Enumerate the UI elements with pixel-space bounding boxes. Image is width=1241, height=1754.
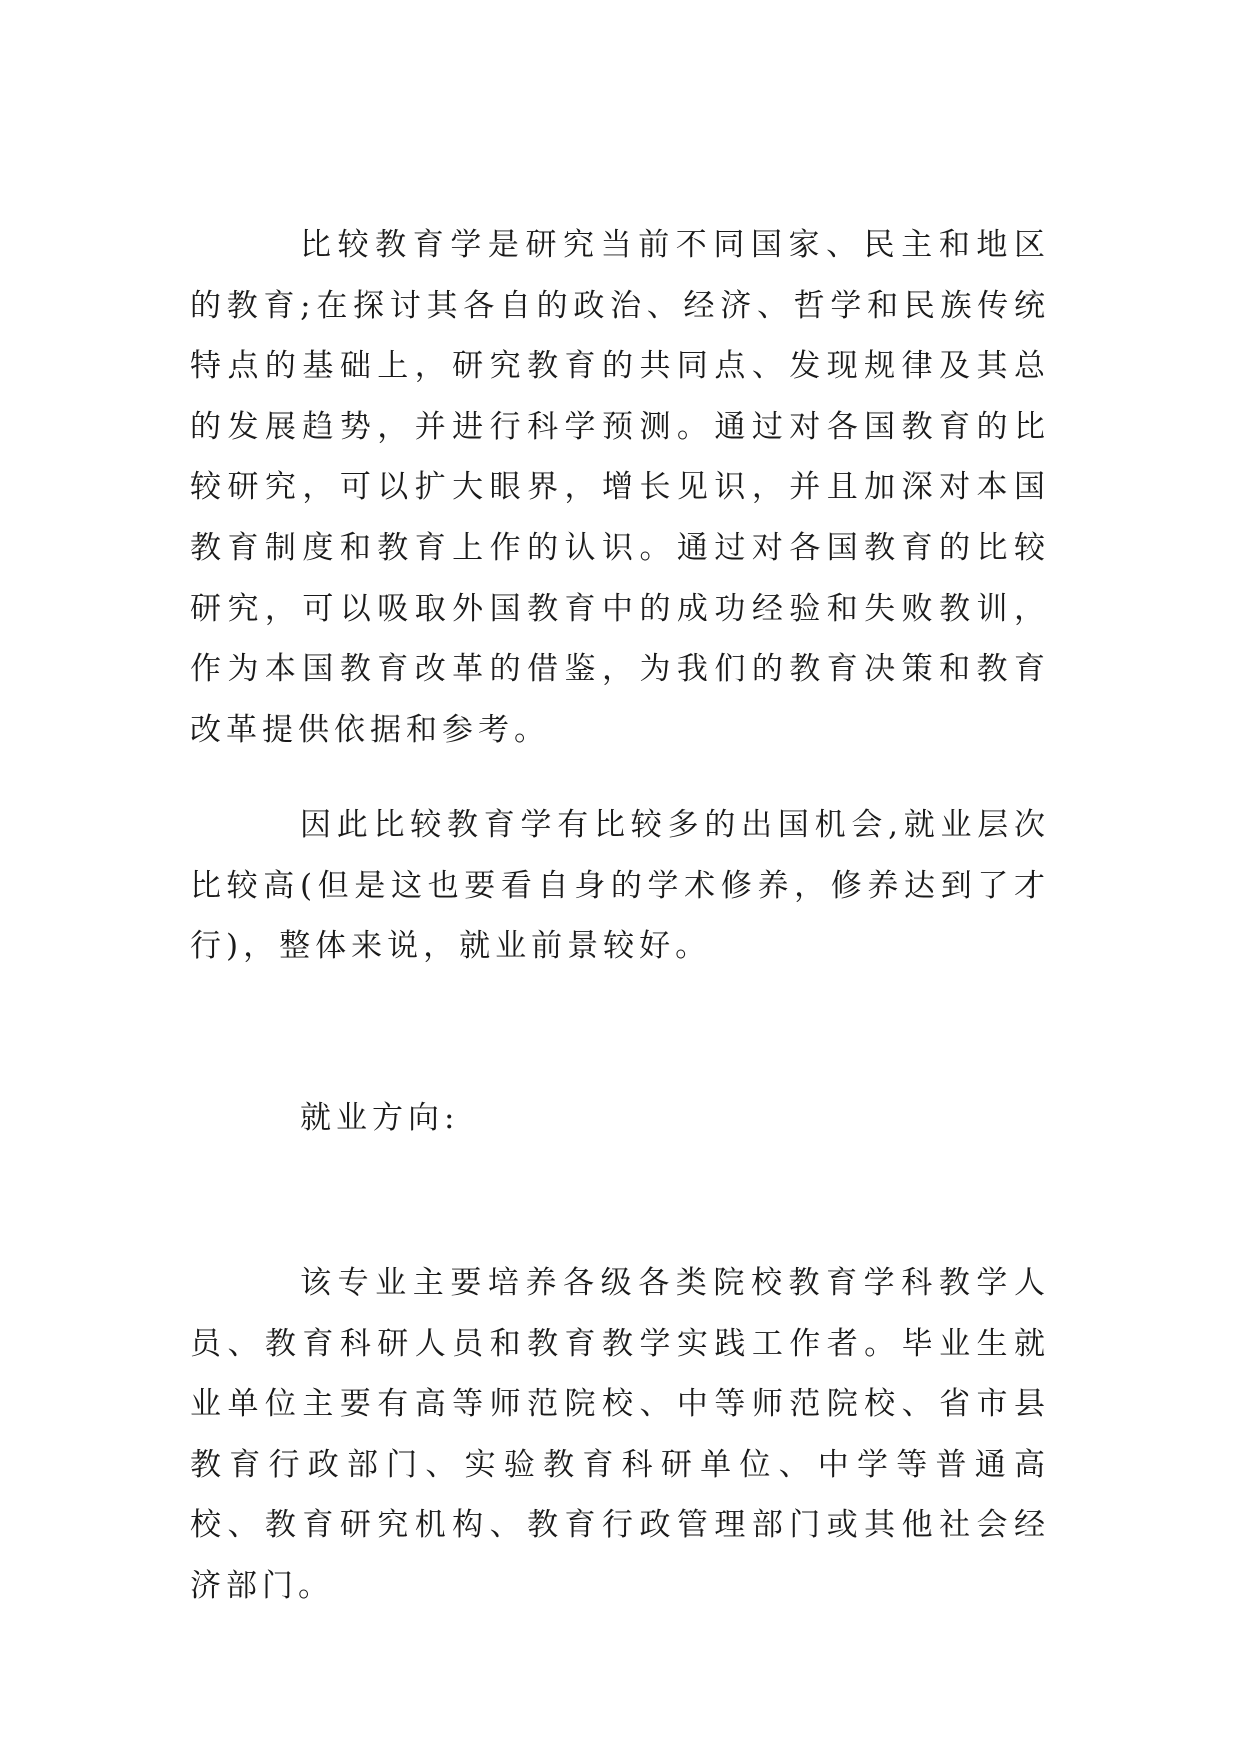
paragraph-prospects: 因此比较教育学有比较多的出国机会,就业层次比较高(但是这也要看自身的学术修养，修养达到了才行)，整体来说，就业前景较好。 <box>190 807 1050 965</box>
paragraph-heading-career: 就业方向: <box>300 1100 460 1136</box>
paragraph-intro: 比较教育学是研究当前不同国家、民主和地区的教育;在探讨其各自的政治、经济、哲学和民族传统特点的基础上，研究教育的共同点、发现规律及其总的发展趋势，并进行科学预测。通过对各国教育的比较研究，可以扩大眼界，增长见识，并且加深对本国教育制度和教育上作的认识。通过对各国教育的比较研究，可以吸取外国教育中的成功经验和失败教训，作为本国教育改革的借鉴，为我们的教育决策和教育改革提供依据和参考。 <box>190 227 1050 748</box>
paragraph-career-details: 该专业主要培养各级各类院校教育学科教学人员、教育科研人员和教育教学实践工作者。毕业生就业单位主要有高等师范院校、中等师范院校、省市县教育行政部门、实验教育科研单位、中学等普通高校、教育研究机构、教育行政管理部门或其他社会经济部门。 <box>190 1265 1050 1604</box>
